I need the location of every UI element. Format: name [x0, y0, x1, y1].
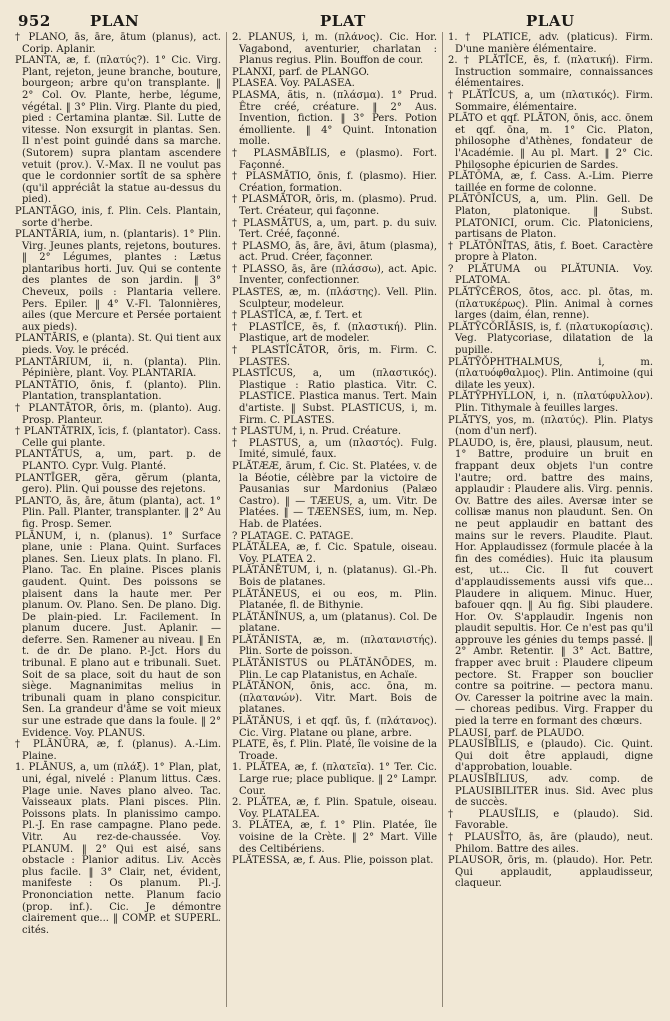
dictionary-entry: PLASTES, æ, m. (πλάστης). Vell. Plin. Sculpteur, modeleur. — [232, 287, 437, 310]
dictionary-entry: † PLASMĀBĬLIS, e (plasmo). Fort. Façonné. — [232, 147, 437, 171]
header-left-word: PLAN — [90, 12, 140, 30]
dictionary-entry: PLAUSI, parf. de PLAUDO. — [448, 727, 585, 739]
text-columns — [10, 32, 660, 1007]
dictionary-entry: ? PLĂTUMA ou PLĂTUNIA. Voy. PLATOMA. — [448, 263, 653, 287]
dictionary-entry: PLĂTĂNISTUS ou PLĂTĂNŌDES, m. Plin. Le cap Platanistus, en Achaïe. — [232, 658, 437, 681]
dictionary-entry: PLĀTŌNĬCUS, a, um. Plin. Gell. De Platon, platonique. ‖ Subst. PLATONICI, orum. Cic. Platoniciens, partisans de Platon. — [448, 194, 653, 241]
dictionary-entry: † PLAUSĪTO, ās, āre (plaudo), neut. Philom. Battre des ailes. — [448, 831, 653, 855]
dictionary-entry: † PLANTĀTOR, ōris, m. (planto). Aug. Prosp. Planteur. — [15, 403, 221, 426]
dictionary-entry: PLĂTȲŎPHTHALMUS, i, m. (πλατυόφθαλμος). Plin. Antimoine (qui dilate les yeux). — [448, 356, 653, 391]
dictionary-entry: PLANXI, parf. de PLANGO. — [232, 66, 370, 78]
dictionary-entry: PLĂTȲCĔROS, ōtos, acc. pl. ōtas, m. (πλατυκέρως). Plin. Animal à cornes larges (daim, élan, renne). — [448, 287, 653, 322]
dictionary-entry: PLANTĀTUS, a, um, part. p. de PLANTO. Cypr. Vulg. Planté. — [15, 449, 221, 472]
dictionary-entry: PLASMA, ătis, n. (πλάσμα). 1° Prud. Être créé, créature. ‖ 2° Aus. Invention, fiction. ‖ 3° Pers. Potion émolliente. ‖ 4° Quint. Intonation molle. — [232, 89, 437, 148]
dictionary-entry: † PLANTĀTRIX, īcis, f. (plantator). Cass. Celle qui plante. — [15, 426, 221, 449]
dictionary-entry: 2. PLĀNUS, i, m. (πλάνος). Cic. Hor. Vagabond, aventurier, charlatan : Planus regius. Plin. Bouffon de cour. — [232, 32, 437, 67]
header-right-word: PLAU — [526, 12, 575, 30]
page-number: 952 — [18, 12, 51, 30]
header-center-word: PLAT — [320, 12, 366, 30]
dictionary-entry: PLĂTĂNISTA, æ, m. (πλατανιστής). Plin. Sorte de poisson. — [232, 634, 437, 658]
dictionary-entry: † PLASTĬCE, ēs, f. (πλαστική). Plin. Plastique, art de modeler. — [232, 321, 437, 345]
dictionary-entry: PLĀNUM, i, n. (planus). 1° Surface plane, unie : Plana. Quint. Surfaces planes. Sen. Lieux plats. In plano. Fl. Plano. Tac. En plaine. Pisces planis gaudent. Quint. Des poissons se plaisent dans la haute mer. Per planum. Ov. Plano. Sen. De plano. Dig. De plain-pied. Lr. Facilement. In planum ducere. Just. Aplanir. — deferre. Sen. Ramener au niveau. ‖ En t. de dr. De plano. P.-Jct. Hors du tribunal. E plano aut e tribunali. Suet. Soit de sa place, soit du haut de son siège. Magnanimitas melius in tribunali quam in plano conspicitur. Sen. La grandeur d'âme se voit mieux sur une estrade que dans la foule. ‖ 2° Evidence. Voy. PLANUS. — [15, 530, 221, 739]
dictionary-entry: † PLASTĬCA, æ, f. Tert. et — [232, 310, 362, 322]
dictionary-entry: PLAUSĬBĬLIS, e (plaudo). Cic. Quint. Qui doit être applaudi, digne d'approbation, louable. — [448, 739, 653, 774]
dictionary-entry: PLASEA. Voy. PALASEA. — [232, 78, 355, 90]
running-header — [10, 10, 660, 32]
dictionary-entry: 1. † PLĂTĪCE, adv. (platicus). Firm. D'une manière élémentaire. — [448, 32, 653, 55]
dictionary-entry: PLĂTĂNĬNUS, a, um (platanus). Col. De platane. — [232, 611, 437, 635]
dictionary-entry: PLĂTĂLEA, æ, f. Cic. Spatule, oiseau. Voy. PLATEA 2. — [232, 542, 437, 565]
dictionary-entry: † PLĀNO, ās, āre, ātum (planus), act. Corip. Aplanir. — [15, 32, 221, 55]
dictionary-entry: 2. PLĂTEA, æ, f. Plin. Spatule, oiseau. Voy. PLATALEA. — [232, 797, 437, 820]
column-1 — [10, 32, 226, 1007]
dictionary-entry: † PLĂTĪCUS, a, um (πλατικός). Firm. Sommaire, élémentaire. — [448, 89, 653, 113]
dictionary-entry: † PLĀNŪRA, æ, f. (planus). A.-Lim. Plaine. — [15, 739, 221, 762]
dictionary-entry: PLĂTĂNON, ōnis, acc. ōna, m. (πλατανών). Vitr. Mart. Bois de platanes. — [232, 681, 437, 716]
dictionary-entry: PLĂTYS, yos, m. (πλατύς). Plin. Platys (nom d'un nerf). — [448, 414, 653, 438]
dictionary-entry: PLĂTȲCŎRĬĀSIS, is, f. (πλατυκορίασις). Veg. Platycoriase, dilatation de la pupille. — [448, 321, 653, 357]
dictionary-entry: PLĂTÆÆ, ārum, f. Cic. St. Platées, v. de la Béotie, célèbre par la victoire de Pausanias sur Mardonius (Palæo Castro). ‖ — TÆEUS, a, um. Vitr. De Platées. ‖ — TÆENSES, ium, m. Nep. Hab. de Platées. — [232, 460, 437, 530]
dictionary-entry: † PLASSO, ās, āre (πλάσσω), act. Apic. Inventer, confectionner. — [232, 263, 437, 287]
dictionary-entry: ? PLATAGE. C. PATAGE. — [232, 530, 354, 542]
dictionary-entry: PLANTĀTIO, ōnis, f. (planto). Plin. Plantation, transplantation. — [15, 379, 221, 403]
dictionary-entry: PLĂTĂNĒTUM, i, n. (platanus). Gl.-Ph. Bois de platanes. — [232, 565, 437, 588]
dictionary-entry: 1. PLĀNUS, a, um (πλάξ). 1° Plan, plat, uni, égal, nivelé : Planum littus. Cæs. Plage unie. Naves plano alveo. Tac. Vaisseaux plats. Plani pisces. Plin. Poissons plats. In planissimo campo. Pl.-J. En rase campagne. Plano pede. Vitr. Au rez-de-chaussée. Voy. PLANUM. ‖ 2° Qui est aisé, sans obstacle : Planior aditus. Liv. Accès plus facile. ‖ 3° Clair, net, évident, manifeste : Os planum. Pl.-J. Prononciation nette. Planum facio (prop. inf.). Cic. Je démontre clairement que... ‖ COMP. et SUPERL. cités. — [15, 762, 221, 936]
dictionary-entry: PLĂTĂNUS, i et qqf. ūs, f. (πλάτανος). Cic. Virg. Platane ou plane, arbre. — [232, 716, 437, 739]
dictionary-entry: PLAUDO, is, ēre, plausi, plausum, neut. 1° Battre, produire un bruit en frappant deux objets l'un contre l'autre; ord. battre des mains, applaudir : Plaudere alis. Virg. pennis. Ov. Battre des ailes. Aversæ inter se collisæ manus non plaudunt. Sen. On ne peut applaudir en battant des mains sur le revers. Plaudite. Plaut. Hor. Applaudissez (formule placée à la fin des comédies). Huic ita plausum est, ut... Cic. Il fut couvert d'applaudissements aussi vifs que... Plaudere in aliquem. Minuc. Huer, bafouer qqn. ‖ Au fig. Sibi plaudere. Hor. Ov. S'applaudir. Ingenis non plaudit sepultis. Hor. Ce n'est pas qu'il approuve les génies du temps passé. ‖ 2° Ambr. Retentir. ‖ 3° Act. Battre, frapper avec bruit : Plaudere clipeum pectore. St. Frapper son bouclier contre sa poitrine. — pectora manu. Ov. Caresser la poitrine avec la main. — choreas pedibus. Virg. Frapper du pied la terre en formant des chœurs. — [448, 437, 653, 728]
dictionary-entry: PLANTĀRIA, ium, n. (plantaris). 1° Plin. Virg. Jeunes plants, rejetons, boutures. ‖ 2° Légumes, plantes : Lætus plantaribus horti. Juv. Qui se contente des plantes de son jardin. ‖ 3° Cheveux, poils : Plantaria vellere. Pers. Epiler. ‖ 4° V.-Fl. Talonnières, ailes (que Mercure et Persée portaient aux pieds). — [15, 229, 221, 333]
dictionary-entry: PLANTĪGER, gĕra, gĕrum (planta, gero). Plin. Qui pousse des rejetons. — [15, 472, 221, 496]
dictionary-entry: PLĂTESSA, æ, f. Aus. Plie, poisson plat. — [232, 855, 434, 867]
dictionary-entry: † PLASTUM, i, n. Prud. Créature. — [232, 426, 402, 438]
dictionary-entry: † PLAUSĪLIS, e (plaudo). Sid. Favorable. — [448, 808, 653, 832]
dictionary-entry: PLAUSOR, ōris, m. (plaudo). Hor. Petr. Qui applaudit, applaudisseur, claqueur. — [448, 855, 653, 890]
dictionary-entry: PLĂTŌMA, æ, f. Cass. A.-Lim. Pierre taillée en forme de colonne. — [448, 171, 653, 194]
dictionary-entry: 1. PLĂTEA, æ, f. (πλατεῖα). 1° Ter. Cic. Large rue; place publique. ‖ 2° Lampr. Cour. — [232, 762, 437, 797]
dictionary-entry: PLANTO, ās, āre, ātum (planta), act. 1° Plin. Pall. Planter, transplanter. ‖ 2° Au fig. Prosp. Semer. — [15, 495, 221, 530]
dictionary-entry: PLĂTĂNEUS, ei ou eos, m. Plin. Platanée, fl. de Bithynie. — [232, 588, 437, 612]
column-2 — [226, 32, 442, 1007]
dictionary-entry: 2. † PLĂTĪCE, ēs, f. (πλατική). Firm. Instruction sommaire, connaissances élémentaires. — [448, 55, 653, 90]
dictionary-entry: PLATE, ēs, f. Plin. Platé, île voisine de la Troade. — [232, 739, 437, 762]
dictionary-entry: PLANTA, æ, f. (πλατύς?). 1° Cic. Virg. Plant, rejeton, jeune branche, bouture, bourgeon; arbre qu'on transplante. ‖ 2° Col. Ov. Plante, herbe, légume, végétal. ‖ 3° Plin. Virg. Plante du pied, pied : Certamina plantæ. Sil. Lutte de vitesse. Non exsurgit in plantas. Sen. Il n'est point guindé dans sa marche. (Sutorem) supra plantam ascendere vetuit (prov.). V.-Max. Il ne voulut pas que le cordonnier sortît de sa sphère (qu'il appréciât la statue au-dessus du pied). — [15, 55, 221, 206]
dictionary-entry: PLANTĀRIUM, ii, n. (planta). Plin. Pépinière, plant. Voy. PLANTARIA. — [15, 356, 221, 380]
dictionary-entry: † PLASMĀTUS, a, um, part. p. du suiv. Tert. Créé, façonné. — [232, 217, 437, 241]
dictionary-entry: PLASTĬCUS, a, um (πλαστικός). Plastique : Ratio plastica. Vitr. C. PLASTICE. Plastica manus. Tert. Main d'artiste. ‖ Subst. PLASTICUS, i, m. Firm. C. PLASTES. — [232, 368, 437, 426]
dictionary-entry: † PLASMĀTIO, ōnis, f. (plasmo). Hier. Création, formation. — [232, 171, 437, 194]
dictionary-entry: † PLĂTŌNĪTAS, ātis, f. Boet. Caractère propre à Platon. — [448, 240, 653, 264]
dictionary-entry: PLĀTO et qqf. PLĀTON, ōnis, acc. ōnem et qqf. ōna, m. 1° Cic. Platon, philosophe d'Athènes, fondateur de l'Académie. ‖ Au pl. Mart. ‖ 2° Cic. Philosophe épicurien de Sardes. — [448, 113, 653, 171]
column-3 — [442, 32, 658, 1007]
dictionary-entry: 3. PLĂTEA, æ, f. 1° Plin. Platée, île voisine de la Crète. ‖ 2° Mart. Ville des Celtibériens. — [232, 820, 437, 855]
dictionary-entry: PLANTĀGO, inis, f. Plin. Cels. Plantain, sorte d'herbe. — [15, 205, 221, 229]
dictionary-entry: † PLASMĀTOR, ōris, m. (plasmo). Prud. Tert. Créateur, qui façonne. — [232, 194, 437, 217]
dictionary-entry: PLĂTȲPHYLLON, i, n. (πλατύφυλλον). Plin. Tithymale à feuilles larges. — [448, 391, 653, 414]
dictionary-entry: PLAUSĬBĬLIUS, adv. comp. de PLAUSIBILITER inus. Sid. Avec plus de succès. — [448, 774, 653, 809]
dictionary-entry: † PLASMO, ās, āre, āvi, ātum (plasma), act. Prud. Créer, façonner. — [232, 240, 437, 264]
dictionary-entry: † PLASTUS, a, um (πλαστός). Fulg. Imité, simulé, faux. — [232, 437, 437, 461]
dictionary-entry: PLANTĀRIS, e (planta). St. Qui tient aux pieds. Voy. le précéd. — [15, 333, 221, 357]
dictionary-entry: † PLASTĬCĀTOR, ōris, m. Firm. C. PLASTES. — [232, 345, 437, 368]
